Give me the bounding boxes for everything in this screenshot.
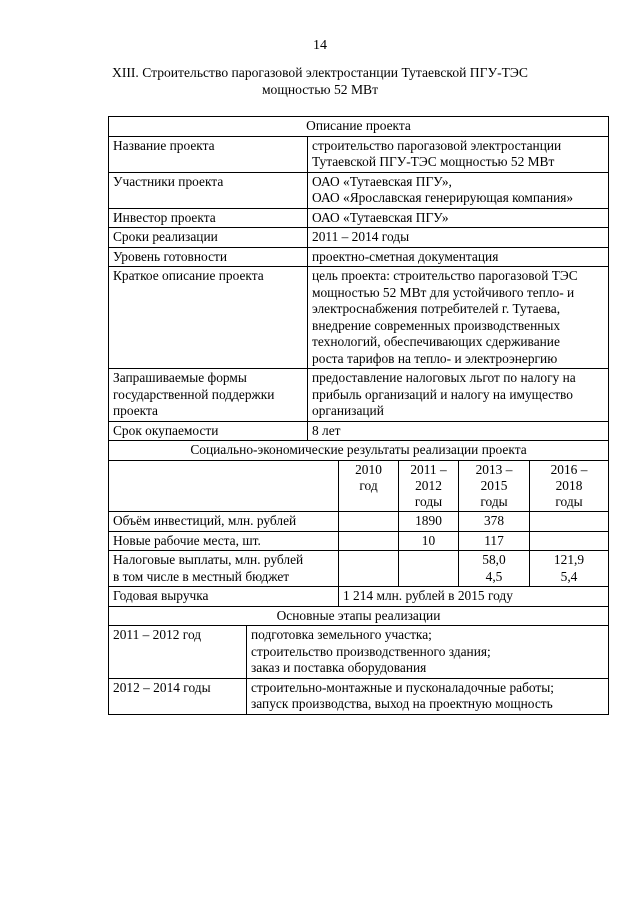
social-label: Объём инвестиций, млн. рублей xyxy=(109,512,339,531)
description-label: Запрашиваемые формы государственной поддержки проекта xyxy=(109,369,308,421)
social-rows xyxy=(109,512,608,587)
description-label: Участники проекта xyxy=(109,173,308,208)
stage-row xyxy=(109,626,608,679)
column-2011-2012: 2011 – 2012 годы xyxy=(399,461,459,512)
description-value: проектно-сметная документация xyxy=(312,248,499,264)
stages-header: Основные этапы реализации xyxy=(276,607,441,623)
description-value: 2011 – 2014 годы xyxy=(312,229,410,244)
social-label: Новые рабочие места, шт. xyxy=(109,532,339,551)
column-2016-2018: 2016 – 2018 годы xyxy=(550,461,588,509)
description-row xyxy=(109,422,608,442)
revenue-label: Годовая выручка xyxy=(109,587,339,606)
stage-description: строительно-монтажные и пусконаладочные работы; запуск производства, выход на проектную мощность xyxy=(251,679,555,712)
description-row xyxy=(109,173,608,209)
social-header-row xyxy=(109,441,608,461)
social-value: 117 xyxy=(459,532,530,551)
project-table xyxy=(108,116,609,715)
description-rows xyxy=(109,137,608,442)
description-label: Уровень готовности xyxy=(109,248,308,267)
description-value: предоставление налоговых льгот по налогу на прибыль организаций и налогу на имущество организаций xyxy=(312,370,576,418)
social-value xyxy=(339,532,399,551)
column-2013-2015: 2013 – 2015 годы xyxy=(459,461,530,512)
description-label: Название проекта xyxy=(109,137,308,172)
social-value: 121,9 5,4 xyxy=(553,552,585,584)
description-label: Сроки реализации xyxy=(109,228,308,247)
social-row xyxy=(109,512,608,532)
stage-period: 2011 – 2012 год xyxy=(109,626,247,678)
page-number: 14 xyxy=(313,38,327,53)
stage-description: подготовка земельного участка; строительство производственного здания; заказ и поставка оборудования xyxy=(251,627,491,676)
section-title xyxy=(90,64,550,98)
description-value: строительство парогазовой электростанции Тутаевской ПГУ-ТЭС мощностью 52 МВт xyxy=(312,137,562,169)
stage-rows xyxy=(109,626,608,715)
social-value: 10 xyxy=(399,532,459,551)
social-value: 1890 xyxy=(399,512,459,531)
social-value: 378 xyxy=(459,512,530,531)
stage-row xyxy=(109,679,608,715)
section-title-text: XIII. Строительство парогазовой электростанции Тутаевской ПГУ-ТЭС мощностью 52 МВт xyxy=(112,65,528,97)
description-header: Описание проекта xyxy=(306,118,411,133)
revenue-row xyxy=(109,587,608,607)
description-label: Инвестор проекта xyxy=(109,209,308,228)
description-value: ОАО «Тутаевская ПГУ», ОАО «Ярославская генерирующая компания» xyxy=(312,173,574,205)
description-row xyxy=(109,137,608,173)
description-row xyxy=(109,209,608,229)
description-row xyxy=(109,248,608,268)
social-label: Налоговые выплаты, млн. рублей в том числе в местный бюджет xyxy=(109,551,339,586)
description-row xyxy=(109,267,608,369)
stage-period: 2012 – 2014 годы xyxy=(109,679,247,714)
social-value xyxy=(339,512,399,531)
description-value: цель проекта: строительство парогазовой ТЭС мощностью 52 МВт для устойчивого тепло- и электроснабжения потребителей г. Тутаева, внедрение современных производственных технологий, обеспечивающих сдерживание роста тарифов на тепло- и электроэнергию xyxy=(312,268,578,366)
social-value xyxy=(530,512,608,531)
description-header-row xyxy=(109,117,608,137)
stages-header-row xyxy=(109,607,608,627)
social-header: Социально-экономические результаты реализации проекта xyxy=(190,442,527,457)
description-label: Краткое описание проекта xyxy=(109,267,308,368)
description-row xyxy=(109,369,608,422)
social-value xyxy=(399,551,459,586)
description-value: ОАО «Тутаевская ПГУ» xyxy=(312,209,449,225)
social-columns-row xyxy=(109,461,608,513)
revenue-value: 1 214 млн. рублей в 2015 году xyxy=(343,588,513,604)
social-value xyxy=(530,532,608,551)
description-value: 8 лет xyxy=(312,422,341,438)
social-value xyxy=(339,551,399,586)
social-corner-cell xyxy=(109,461,339,512)
description-row xyxy=(109,228,608,248)
column-2010: 2010 год xyxy=(339,461,399,512)
social-value: 58,0 4,5 xyxy=(459,551,530,586)
social-row xyxy=(109,551,608,587)
social-row xyxy=(109,532,608,552)
description-label: Срок окупаемости xyxy=(109,422,308,441)
